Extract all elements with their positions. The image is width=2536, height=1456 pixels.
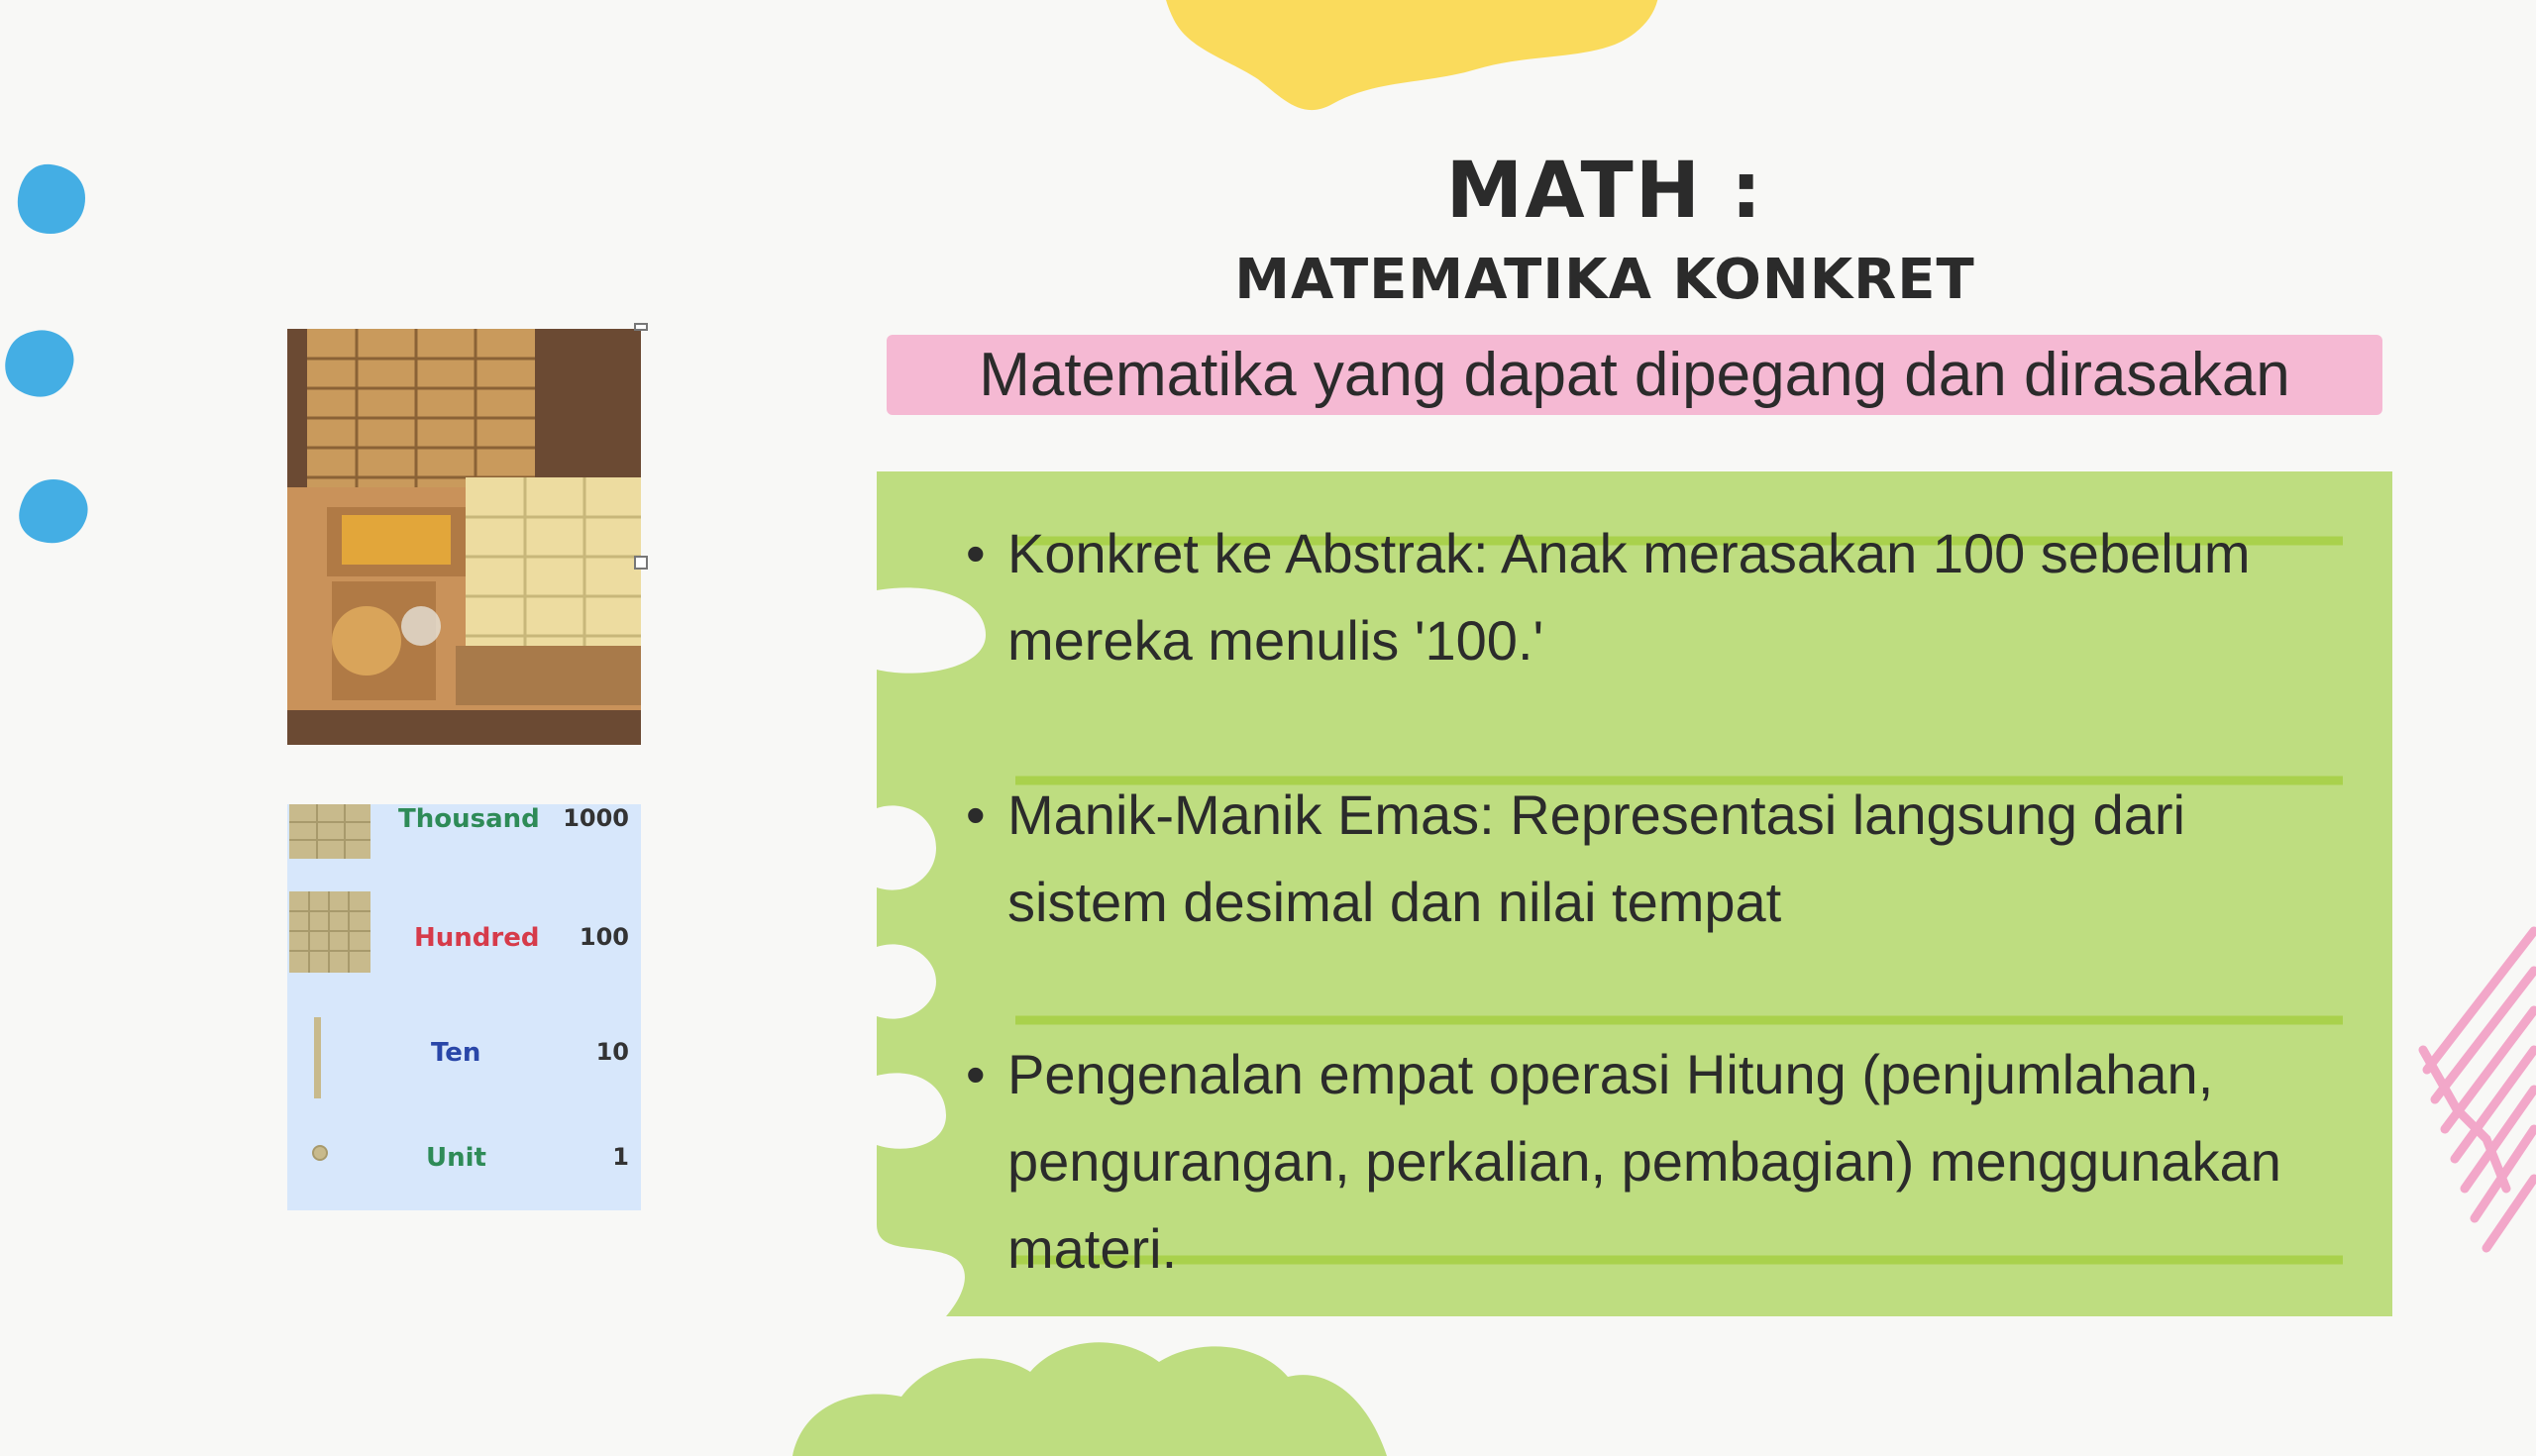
resize-handle[interactable] bbox=[634, 556, 648, 570]
bullet-item: • Konkret ke Abstrak: Anak merasakan 100 sebelum mereka menulis '100.' bbox=[966, 510, 2353, 684]
place-number: 1000 bbox=[563, 804, 629, 832]
blue-paint-dot bbox=[0, 325, 77, 402]
tagline-text: Matematika yang dapat dipegang dan dirasakan bbox=[979, 341, 2290, 409]
place-label: Ten bbox=[431, 1038, 481, 1068]
blue-paint-dot bbox=[14, 473, 91, 551]
bullet-list bbox=[966, 510, 2353, 1380]
bullet-item: • Manik-Manik Emas: Representasi langsung dari sistem desimal dan nilai tempat bbox=[966, 772, 2353, 946]
place-number: 10 bbox=[595, 1038, 629, 1066]
page-subtitle: MATEMATIKA KONKRET bbox=[1234, 248, 1975, 312]
place-label: Hundred bbox=[414, 923, 540, 953]
bullet-item: • Pengenalan empat operasi Hitung (penjumlahan, pengurangan, perkalian, pembagian) menggunakan materi. bbox=[966, 1031, 2353, 1293]
resize-handle[interactable] bbox=[634, 323, 648, 331]
place-label: Unit bbox=[426, 1143, 486, 1173]
place-value-chart-image[interactable] bbox=[287, 804, 641, 1210]
pink-scribble bbox=[2417, 891, 2536, 1268]
place-number: 1 bbox=[612, 1143, 629, 1171]
place-number: 100 bbox=[579, 923, 629, 951]
place-label: Thousand bbox=[398, 804, 540, 834]
yellow-paint-blob bbox=[1149, 0, 1664, 134]
montessori-materials-photo[interactable] bbox=[287, 329, 641, 745]
page-title: MATH : bbox=[1445, 147, 1764, 236]
